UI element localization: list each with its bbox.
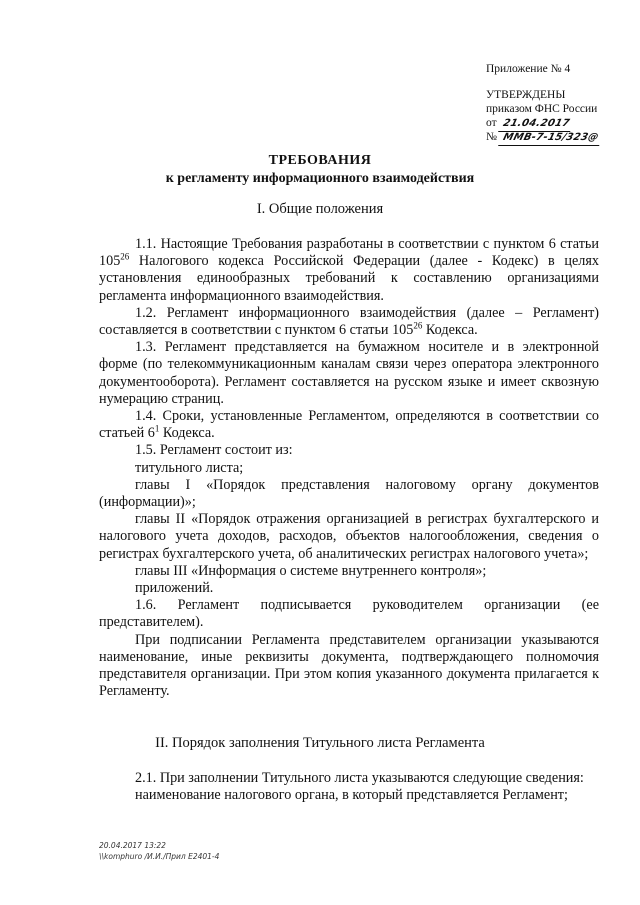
- section-1-heading: I. Общие положения: [256, 201, 384, 217]
- section-1-body: [99, 236, 599, 700]
- list-item-appendices: приложений.: [135, 580, 214, 597]
- paragraph-1-1: 1.1. Настоящие Требования разработаны в соответствии с пунктом 6 статьи $105^{26}$ Налогового кодекса Российской Федерации (далее - Кодекс) в целях установления единообразных требований к составлению организациями регламента информационного взаимодействия.: [99, 236, 599, 304]
- paragraph-1-3: 1.3. Регламент представляется на бумажном носителе и в электронной форме (по телекоммуникационным каналам связи через оператора электронного документооборота). Регламент составляется на русском языке и имеет сквозную нумерацию страниц.: [99, 339, 599, 407]
- paragraph-1-6: 1.6. Регламент подписывается руководителем организации (ее представителем).: [99, 597, 599, 631]
- paragraph-2-1: 2.1. При заполнении Титульного листа указываются следующие сведения:: [135, 770, 584, 786]
- document-title: ТРЕБОВАНИЯ: [268, 153, 372, 168]
- number-prefix: №: [486, 131, 497, 143]
- document-subtitle: к регламенту информационного взаимодействия: [165, 171, 475, 186]
- paragraph-1-2: 1.2. Регламент информационного взаимодействия (далее – Регламент) составляется в соответствии с пунктом 6 статьи $105^{26}$ Кодекса.: [99, 304, 599, 339]
- list-item-chapter-2: главы II «Порядок отражения организацией в регистрах бухгалтерского и налогового учета доходов, расходов, объектов налогообложения, сведения о регистрах бухгалтерского учета, об аналитических регистрах налогового учета»;: [99, 511, 599, 562]
- paragraph-1-7: При подписании Регламента представителем организации указываются наименование, иные реквизиты документа, подтверждающего полномочия представителя организации. При этом копия указанного документа прилагается к Регламенту.: [99, 631, 599, 700]
- handwritten-date: 21.04.2017: [498, 117, 574, 132]
- order-number: [486, 130, 601, 146]
- footer-timestamp: 20.04.2017 13:22: [99, 841, 166, 850]
- order-label: приказом ФНС России: [486, 103, 598, 115]
- footer-file-path: \\komphuro /И.И./Прил Е2401-4: [99, 852, 220, 861]
- date-prefix: от: [486, 117, 497, 129]
- paragraph-1-4: 1.4. Сроки, установленные Регламентом, определяются в соответствии со статьей $6^1$ Кодекса.: [99, 408, 599, 442]
- approved-label: УТВЕРЖДЕНЫ: [486, 89, 566, 101]
- list-item-chapter-3: главы III «Информация о системе внутреннего контроля»;: [135, 562, 487, 579]
- paragraph-1-5: 1.5. Регламент состоит из:: [135, 442, 293, 459]
- footer-stamp: [99, 840, 219, 862]
- list-item-chapter-1: главы I «Порядок представления налоговому органу документов (информации)»;: [99, 476, 599, 511]
- section-2-body: [99, 770, 599, 804]
- appendix-number: Приложение № 4: [486, 63, 571, 75]
- handwritten-number: ММВ-7-15/323@: [498, 131, 603, 146]
- list-item-title-page: титульного листа;: [135, 459, 244, 476]
- paragraph-2-2: наименование налогового органа, в который представляется Регламент;: [135, 787, 568, 804]
- section-2-heading: II. Порядок заполнения Титульного листа Регламента: [155, 735, 485, 751]
